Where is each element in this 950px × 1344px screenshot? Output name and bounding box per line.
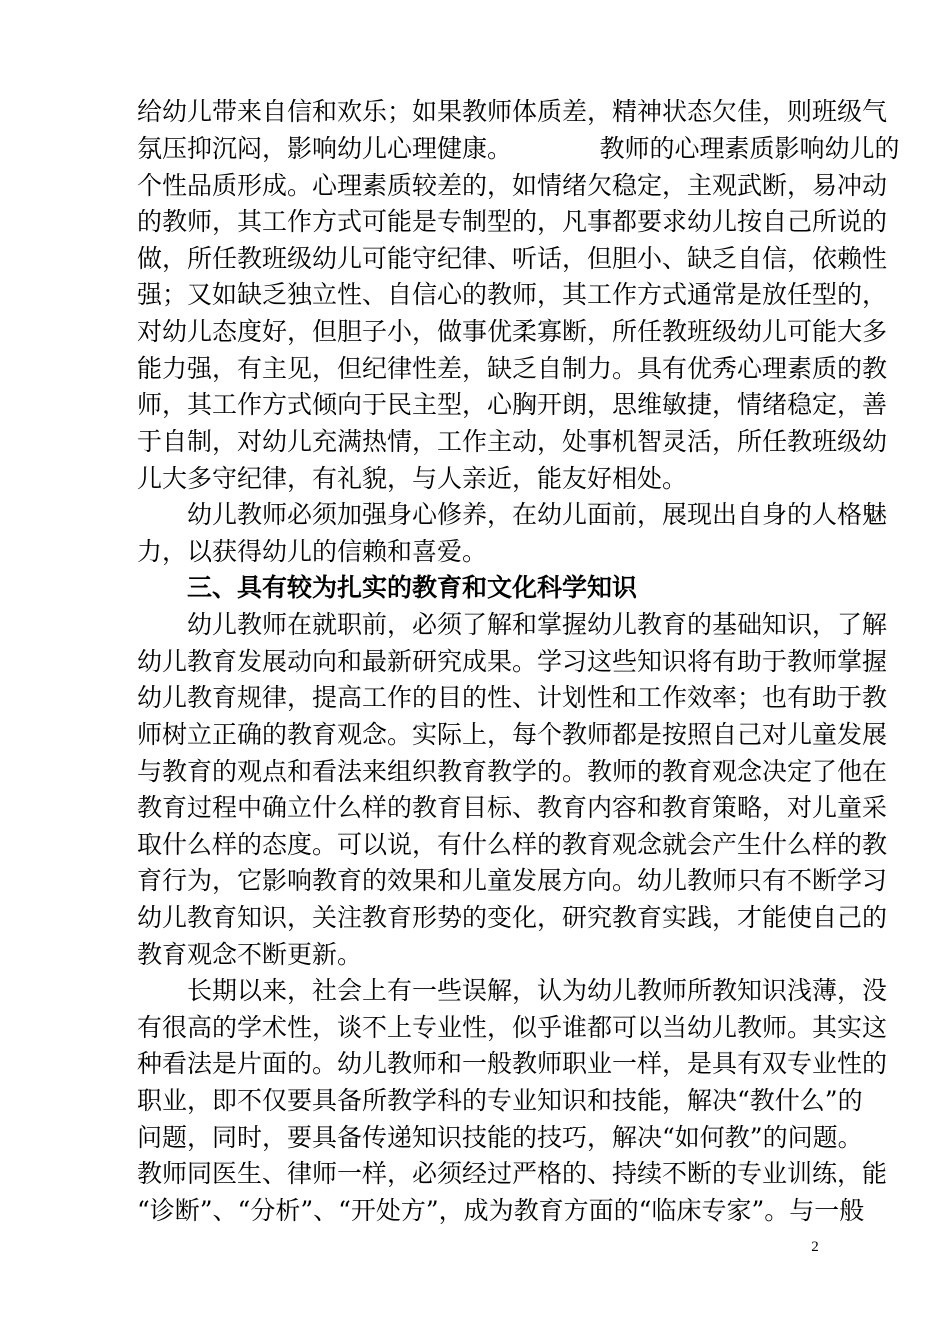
text-line: 幼儿教师在就职前，必须了解和掌握幼儿教育的基础知识，了解 — [137, 610, 888, 639]
page-number: 2 — [811, 1239, 819, 1255]
text-line: 个性品质形成。心理素质较差的，如情绪欠稳定，主观武断，易冲动 — [137, 171, 888, 200]
text-line: 与教育的观点和看法来组织教育教学的。教师的教育观念决定了他在 — [137, 757, 888, 786]
text-line: 于自制，对幼儿充满热情，工作主动，处事机智灵活，所任教班级幼 — [137, 427, 888, 456]
text-line: 教师同医生、律师一样，必须经过严格的、持续不断的专业训练，能 — [137, 1159, 888, 1188]
text-line: 取什么样的态度。可以说，有什么样的教育观念就会产生什么样的教 — [137, 830, 888, 859]
text-line: 给幼儿带来自信和欢乐；如果教师体质差，精神状态欠佳，则班级气 — [137, 97, 888, 126]
section-heading: 三、具有较为扎实的教育和文化科学知识 — [137, 573, 638, 602]
text-line: 育行为，它影响教育的效果和儿童发展方向。幼儿教师只有不断学习 — [137, 866, 888, 895]
text-line: 师，其工作方式倾向于民主型，心胸开朗，思维敏捷，情绪稳定，善 — [137, 390, 888, 419]
text-line: 问题，同时，要具备传递知识技能的技巧，解决“如何教”的问题。 — [137, 1123, 863, 1152]
text-line: 长期以来，社会上有一些误解，认为幼儿教师所教知识浅薄，没 — [137, 976, 888, 1005]
text-line: 有很高的学术性，谈不上专业性，似乎谁都可以当幼儿教师。其实这 — [137, 1013, 888, 1042]
text-line: 幼儿教育发展动向和最新研究成果。学习这些知识将有助于教师掌握 — [137, 647, 888, 676]
text-line: 力，以获得幼儿的信赖和喜爱。 — [137, 537, 488, 566]
text-line: 氛压抑沉闷，影响幼儿心理健康。 教师的心理素质影响幼儿的 — [137, 134, 900, 163]
text-line: 做，所任教班级幼儿可能守纪律、听话，但胆小、缺乏自信，依赖性 — [137, 244, 888, 273]
text-line: 幼儿教育规律，提高工作的目的性、计划性和工作效率；也有助于教 — [137, 683, 888, 712]
text-line: 的教师，其工作方式可能是专制型的，凡事都要求幼儿按自己所说的 — [137, 207, 888, 236]
text-line: “诊断”、“分析”、“开处方”，成为教育方面的“临床专家”。与一般 — [137, 1196, 865, 1225]
text-line: 强；又如缺乏独立性、自信心的教师，其工作方式通常是放任型的， — [137, 280, 888, 309]
text-line: 幼儿教育知识，关注教育形势的变化，研究教育实践，才能使自己的 — [137, 903, 888, 932]
text-line: 对幼儿态度好，但胆子小，做事优柔寡断，所任教班级幼儿可能大多 — [137, 317, 888, 346]
text-line: 种看法是片面的。幼儿教师和一般教师职业一样，是具有双专业性的 — [137, 1049, 888, 1078]
text-line: 师树立正确的教育观念。实际上，每个教师都是按照自己对儿童发展 — [137, 720, 888, 749]
text-line: 教育过程中确立什么样的教育目标、教育内容和教育策略，对儿童采 — [137, 793, 888, 822]
text-line: 能力强，有主见，但纪律性差，缺乏自制力。具有优秀心理素质的教 — [137, 354, 888, 383]
text-line: 幼儿教师必须加强身心修养，在幼儿面前，展现出自身的人格魅 — [137, 500, 888, 529]
text-line: 儿大多守纪律，有礼貌，与人亲近，能友好相处。 — [137, 464, 688, 493]
text-line: 教育观念不断更新。 — [137, 940, 363, 969]
text-line: 职业，即不仅要具备所教学科的专业知识和技能，解决“教什么”的 — [137, 1086, 863, 1115]
